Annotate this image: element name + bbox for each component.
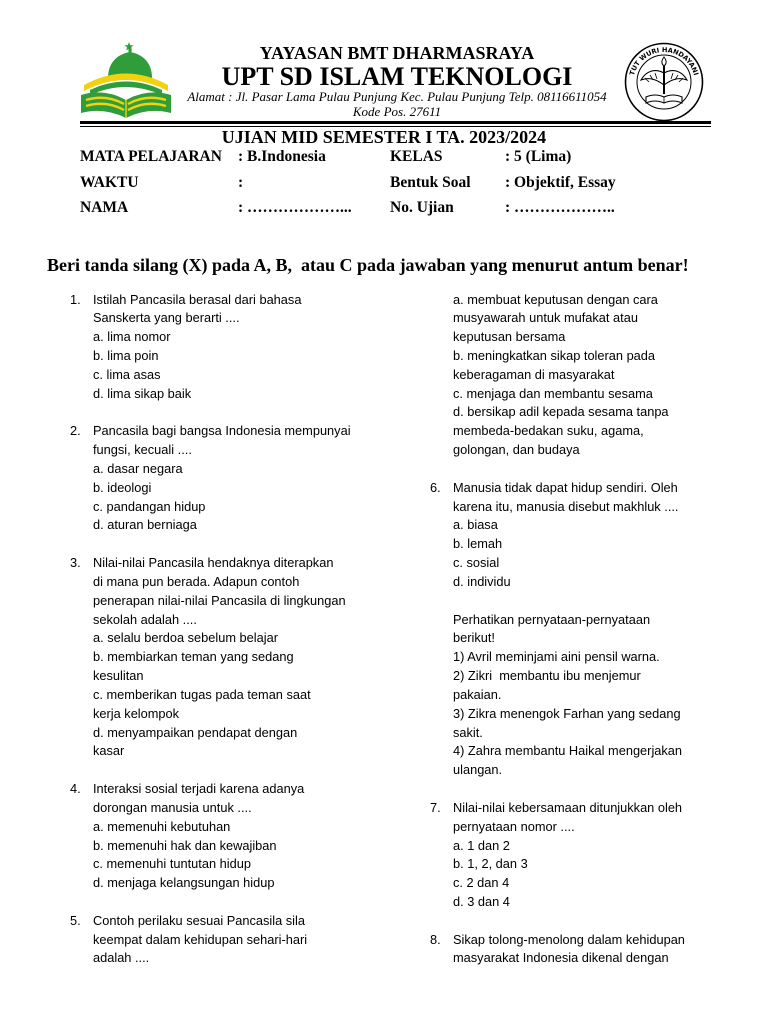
- option-line: d. aturan berniaga: [93, 517, 197, 533]
- answer-option: [93, 874, 410, 893]
- info-label-exam-no: No. Ujian: [390, 199, 454, 217]
- answer-option: [93, 347, 410, 366]
- option-line: c. menjaga dan membantu sesama: [453, 385, 653, 401]
- question-number: 7.: [430, 799, 441, 815]
- statement-line: 1) Avril meminjami aini pensil warna.: [453, 649, 660, 665]
- answer-option: [93, 648, 410, 686]
- question-number: 4.: [70, 781, 81, 797]
- header-divider-thick: [80, 121, 711, 124]
- answer-option: [93, 479, 410, 498]
- question-stem-line: berikut!: [453, 630, 495, 646]
- answer-option: [93, 328, 410, 347]
- answer-option: [93, 629, 410, 648]
- option-line: d. 3 dan 4: [453, 894, 510, 909]
- question-7: [430, 799, 740, 912]
- option-line: b. lima poin: [93, 347, 159, 363]
- answer-option: [453, 291, 740, 347]
- option-line: c. 2 dan 4: [453, 875, 510, 891]
- exam-title: UJIAN MID SEMESTER I TA. 2023/2024: [221, 127, 547, 147]
- question-stem-line: masyarakat Indonesia dikenal dengan: [453, 950, 669, 966]
- statement-line: 3) Zikra menengok Farhan yang sedang: [453, 705, 681, 721]
- option-line: d. bersikap adil kepada sesama tanpa: [453, 404, 669, 420]
- answer-option: [93, 724, 410, 762]
- question-1: [70, 291, 410, 404]
- answer-option: [93, 686, 410, 724]
- question-5: [70, 912, 410, 968]
- option-line: c. sosial: [453, 555, 500, 571]
- option-line: b. lemah: [453, 536, 503, 552]
- option-line: b. membiarkan teman yang sedang: [93, 649, 294, 665]
- info-value-time: :: [238, 174, 244, 192]
- postal-code: Kode Pos. 27611: [352, 104, 442, 120]
- question-stem-line: fungsi, kecuali ....: [93, 442, 192, 458]
- info-label-time: WAKTU: [80, 174, 139, 192]
- answer-option: [453, 573, 740, 592]
- option-line: a. 1 dan 2: [453, 837, 510, 853]
- option-line: b. ideologi: [93, 479, 152, 495]
- option-line: d. lima sikap baik: [93, 385, 192, 401]
- answer-option: [93, 460, 410, 479]
- school-address: Alamat : Jl. Pasar Lama Pulau Punjung Kec. Pulau Punjung Telp. 08116611054: [187, 89, 607, 105]
- info-value-form: : Objektif, Essay: [505, 174, 616, 192]
- statement-line: sakit.: [453, 724, 483, 740]
- question-stem-line: Interaksi sosial terjadi karena adanya: [93, 781, 305, 797]
- option-line: a. dasar negara: [93, 460, 183, 476]
- option-line: d. menjaga kelangsungan hidup: [93, 875, 275, 891]
- option-line: a. selalu berdoa sebelum belajar: [93, 630, 278, 646]
- info-value-subject: : B.Indonesia: [238, 148, 326, 166]
- question-number: 2.: [70, 423, 81, 439]
- option-line: keputusan bersama: [453, 329, 566, 345]
- answer-option: [453, 893, 740, 912]
- info-label-name: NAMA: [80, 199, 129, 217]
- option-line: a. membuat keputusan dengan cara: [453, 291, 658, 307]
- option-line: d. individu: [453, 573, 511, 589]
- question-stem-line: Manusia tidak dapat hidup sendiri. Oleh: [453, 479, 678, 495]
- statement-item: [453, 667, 740, 705]
- question-stem-line: penerapan nilai-nilai Pancasila di lingkungan: [93, 592, 346, 608]
- option-line: a. biasa: [453, 517, 498, 533]
- question-8: [430, 931, 740, 969]
- option-line: c. pandangan hidup: [93, 498, 206, 514]
- question-continuation: [430, 291, 740, 460]
- option-line: kasar: [93, 743, 125, 759]
- question-stem-line: karena itu, manusia disebut makhluk ....: [453, 498, 679, 514]
- question-stem-line: Contoh perilaku sesuai Pancasila sila: [93, 912, 305, 928]
- answer-option: [453, 516, 740, 535]
- question-stem-line: Nilai-nilai Pancasila hendaknya diterapkan: [93, 555, 334, 571]
- school-name: UPT SD ISLAM TEKNOLOGI: [221, 62, 573, 92]
- question-3: [70, 554, 410, 761]
- question-stem-line: pernyataan nomor ....: [453, 818, 575, 834]
- question-number: 6.: [430, 479, 441, 495]
- option-line: golongan, dan budaya: [453, 442, 580, 458]
- answer-option: [453, 347, 740, 385]
- answer-option: [453, 837, 740, 856]
- answer-option: [453, 554, 740, 573]
- option-line: c. memenuhi tuntutan hidup: [93, 856, 251, 872]
- option-line: musyawarah untuk mufakat atau: [453, 310, 638, 326]
- answer-option: [453, 855, 740, 874]
- option-line: a. memenuhi kebutuhan: [93, 818, 231, 834]
- statement-line: ulangan.: [453, 762, 503, 778]
- info-value-class: : 5 (Lima): [505, 148, 572, 166]
- statement-line: 2) Zikri membantu ibu menjemur: [453, 668, 641, 684]
- question-stem-line: Pancasila bagi bangsa Indonesia mempunyai: [93, 423, 351, 439]
- answer-option: [93, 385, 410, 404]
- statement-item: [453, 648, 740, 667]
- option-line: b. 1, 2, dan 3: [453, 856, 528, 872]
- question-number: 1.: [70, 291, 81, 307]
- question-stem-line: adalah ....: [93, 950, 150, 966]
- question-stem-line: Istilah Pancasila berasal dari bahasa: [93, 291, 302, 307]
- statement-item: [453, 705, 740, 743]
- answer-option: [453, 535, 740, 554]
- instruction-text: Beri tanda silang (X) pada A, B, atau C pada jawaban yang menurut antum benar!: [47, 255, 689, 276]
- question-stem-line: sekolah adalah ....: [93, 611, 197, 627]
- question-number: 5.: [70, 912, 81, 928]
- question-6: [430, 479, 740, 592]
- question-number: 3.: [70, 555, 81, 571]
- tut-wuri-handayani-emblem-icon: [624, 42, 704, 122]
- answer-option: [93, 516, 410, 535]
- right-question-column: [430, 291, 740, 988]
- option-line: keberagaman di masyarakat: [453, 366, 615, 382]
- question-stem-line: Sanskerta yang berarti ....: [93, 310, 240, 326]
- question-2: [70, 422, 410, 535]
- statement-block: [430, 611, 740, 780]
- answer-option: [93, 818, 410, 837]
- question-stem-line: di mana pun berada. Adapun contoh: [93, 573, 300, 589]
- info-label-subject: MATA PELAJARAN: [80, 148, 222, 166]
- info-label-form: Bentuk Soal: [390, 174, 471, 192]
- question-4: [70, 780, 410, 893]
- answer-option: [93, 837, 410, 856]
- answer-option: [453, 385, 740, 404]
- option-line: c. lima asas: [93, 366, 161, 382]
- foundation-name: YAYASAN BMT DHARMASRAYA: [259, 43, 535, 64]
- option-line: c. memberikan tugas pada teman saat: [93, 686, 311, 702]
- statement-line: 4) Zahra membantu Haikal mengerjakan: [453, 743, 683, 759]
- option-line: b. memenuhi hak dan kewajiban: [93, 837, 277, 853]
- option-line: a. lima nomor: [93, 329, 171, 345]
- info-label-class: KELAS: [390, 148, 443, 166]
- answer-option: [453, 874, 740, 893]
- option-line: b. meningkatkan sikap toleran pada: [453, 347, 656, 363]
- question-stem-line: Sikap tolong-menolong dalam kehidupan: [453, 931, 685, 947]
- question-number: 8.: [430, 931, 441, 947]
- info-value-name: : ………………...: [238, 199, 352, 217]
- emblem-motto: TUT WURI HANDAYANI: [628, 45, 700, 77]
- left-question-column: [70, 291, 410, 988]
- question-stem-line: Perhatikan pernyataan-pernyataan: [453, 611, 651, 627]
- question-stem-line: dorongan manusia untuk ....: [93, 799, 252, 815]
- option-line: kerja kelompok: [93, 705, 180, 721]
- question-stem-line: keempat dalam kehidupan sehari-hari: [93, 931, 308, 947]
- answer-option: [453, 403, 740, 459]
- statement-line: pakaian.: [453, 686, 502, 702]
- statement-item: [453, 742, 740, 780]
- answer-option: [93, 498, 410, 517]
- question-stem-line: Nilai-nilai kebersamaan ditunjukkan oleh: [453, 799, 683, 815]
- option-line: kesulitan: [93, 668, 144, 684]
- info-value-exam-no: : ………………..: [505, 199, 615, 217]
- option-line: membeda-bedakan suku, agama,: [453, 423, 644, 439]
- answer-option: [93, 366, 410, 385]
- option-line: d. menyampaikan pendapat dengan: [93, 724, 298, 740]
- answer-option: [93, 855, 410, 874]
